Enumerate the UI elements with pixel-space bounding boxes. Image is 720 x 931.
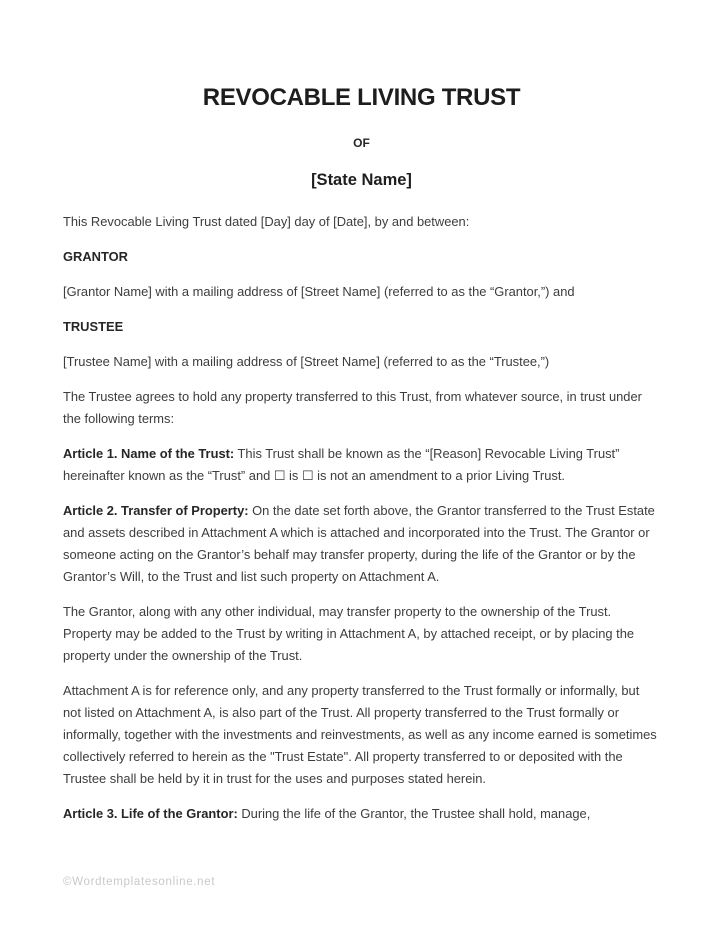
trustee-heading: TRUSTEE bbox=[63, 319, 124, 334]
checkbox-is-icon: ☐ bbox=[273, 468, 286, 483]
article1-paragraph bbox=[63, 443, 660, 487]
intro-paragraph: This Revocable Living Trust dated [Day] day of [Date], by and between: bbox=[63, 214, 470, 229]
article2-paragraph bbox=[63, 500, 660, 588]
grantor-heading: GRANTOR bbox=[63, 249, 128, 264]
article3-paragraph bbox=[63, 803, 660, 825]
article3-heading: Article 3. Life of the Grantor: bbox=[63, 806, 238, 821]
article3-text: During the life of the Grantor, the Trustee shall hold, manage, bbox=[237, 806, 591, 821]
of-label: OF bbox=[353, 136, 370, 150]
watermark: ©Wordtemplatesonline.net bbox=[63, 876, 216, 888]
checkbox-is-not-icon: ☐ bbox=[301, 468, 314, 483]
grantor-paragraph: [Grantor Name] with a mailing address of [Street Name] (referred to as the “Grantor,”) and bbox=[63, 284, 575, 299]
article1-text-b: is bbox=[285, 468, 302, 483]
state-name-placeholder: [State Name] bbox=[311, 171, 412, 189]
article1-heading: Article 1. Name of the Trust: bbox=[63, 446, 235, 461]
article2-heading: Article 2. Transfer of Property: bbox=[63, 503, 249, 518]
terms-intro-paragraph: The Trustee agrees to hold any property transferred to this Trust, from whatever source, in trust under the following terms: bbox=[63, 389, 642, 426]
article2-text: On the date set forth above, the Grantor transferred to the Trust Estate and assets described in Attachment A which is attached and incorporated into the Trust. The Grantor or someone acting on the Grantor’s behalf may transfer property, during the life of the Grantor or by the Grantor’s Will, to the Trust and list such property on Attachment A. bbox=[63, 503, 655, 584]
attachment-paragraph: Attachment A is for reference only, and any property transferred to the Trust formally or informally, but not listed on Attachment A, is also part of the Trust. All property transferred to the Trust formally or informally, together with the investments and reinvestments, as well as any income earned is sometimes collectively referred to herein as the "Trust Estate". All property transferred to or deposited with the Trustee shall be held by it in trust for the uses and purposes stated herein. bbox=[63, 683, 657, 786]
article1-text-a: This Trust shall be known as the “[Reason] Revocable Living Trust” hereinafter known as the “Trust” and bbox=[63, 446, 620, 483]
trustee-paragraph: [Trustee Name] with a mailing address of [Street Name] (referred to as the “Trustee,”) bbox=[63, 354, 550, 369]
article1-text-c: is not an amendment to a prior Living Trust. bbox=[313, 468, 565, 483]
document-title: REVOCABLE LIVING TRUST bbox=[202, 84, 521, 111]
transfer-paragraph: The Grantor, along with any other individual, may transfer property to the ownership of the Trust. Property may be added to the Trust by writing in Attachment A, by attached receipt, or by placing the property under the ownership of the Trust. bbox=[63, 604, 635, 663]
